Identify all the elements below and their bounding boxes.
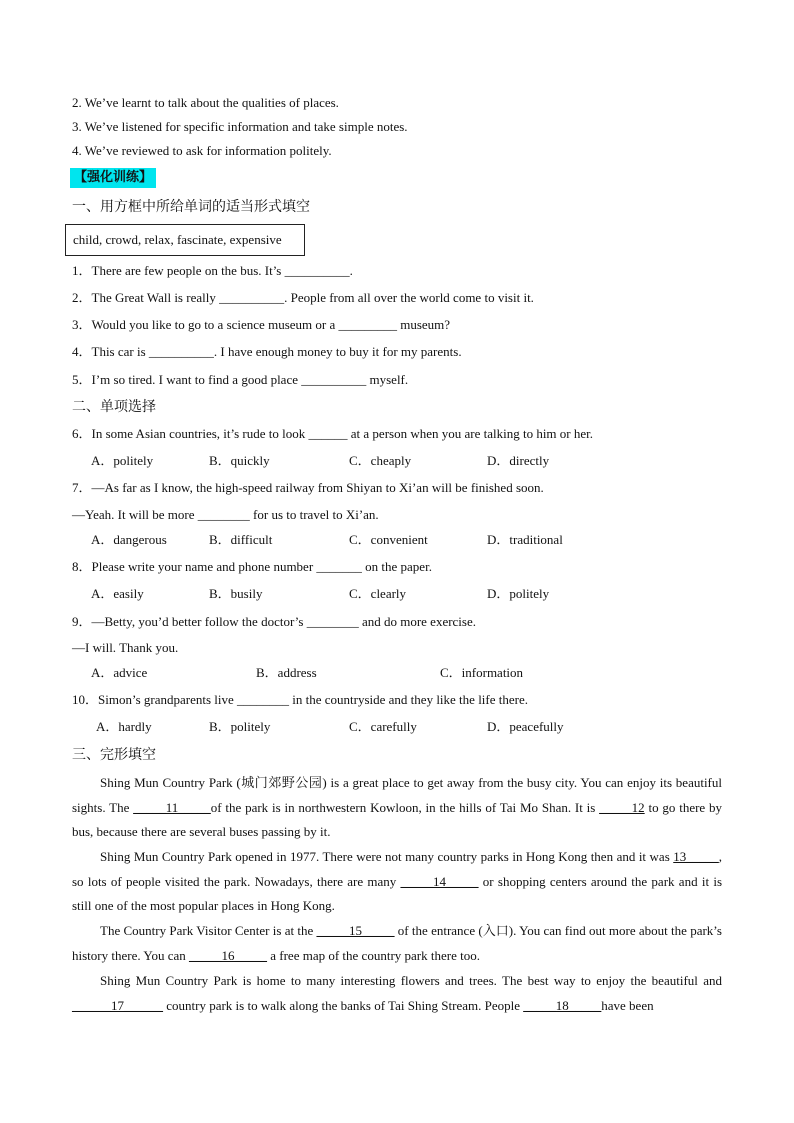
mc-question-8: 8．Please write your name and phone number _______ on the paper. [72, 559, 432, 574]
answer-blank: __________ [148, 344, 214, 359]
answer-blank: __________ [219, 290, 285, 305]
cloze-paragraph-2: Shing Mun Country Park opened in 1977. There were not many country parks in Hong Kong then and it was 13_____, so lots of people visited the park. Nowadays, there are many _____14_____ or shopping centers around the park and it is still one of the most popular places in Hong Kong. [72, 849, 722, 913]
answer-blank: ______ [308, 426, 348, 441]
q6-option-b: B．quickly [209, 453, 270, 468]
q6-option-d: D．directly [487, 453, 550, 468]
mc-question-9: 9．—Betty, you’d better follow the doctor’s ________ and do more exercise. [72, 614, 476, 629]
section-tag: 【强化训练】 [70, 168, 156, 188]
q9-response: —I will. Thank you. [72, 640, 179, 655]
cloze-blank-16: _____16_____ [189, 947, 267, 963]
answer-blank: __________ [284, 263, 350, 278]
q7-option-b: B．difficult [209, 532, 273, 547]
fill-question-5: 5．I’m so tired. I want to find a good place __________ myself. [72, 372, 409, 387]
fill-question-2: 2．The Great Wall is really __________. People from all over the world come to visit it. [72, 290, 534, 305]
answer-blank: __________ [301, 372, 367, 387]
fill-question-4: 4．This car is __________. I have enough money to buy it for my parents. [72, 344, 462, 359]
q9-option-b: B．address [256, 665, 317, 680]
q10-option-b: B．politely [209, 719, 271, 734]
mc-question-6: 6．In some Asian countries, it’s rude to look ______ at a person when you are talking to him or her. [72, 426, 594, 441]
q10-option-d: D．peacefully [487, 719, 564, 734]
cloze-blank-17: ______17______ [72, 997, 163, 1013]
fill-question-1: 1．There are few people on the bus. It’s __________. [72, 263, 353, 278]
q9-option-a: A．advice [91, 665, 148, 680]
summary-line-4: 4. We’ve reviewed to ask for information politely. [72, 143, 332, 158]
q10-option-a: A．hardly [96, 719, 152, 734]
answer-blank: ________ [197, 507, 250, 522]
section3-heading: 三、完形填空 [72, 747, 156, 763]
answer-blank: ________ [306, 614, 359, 629]
q7-option-d: D．traditional [487, 532, 563, 547]
q6-option-a: A．politely [91, 453, 154, 468]
section2-heading: 二、单项选择 [72, 399, 156, 415]
mc-question-7: 7．—As far as I know, the high-speed railway from Shiyan to Xi’an will be finished soon. [72, 480, 544, 495]
cloze-blank-11: _____11_____ [133, 799, 211, 815]
q6-option-c: C．cheaply [349, 453, 412, 468]
cloze-paragraph-4: Shing Mun Country Park is home to many interesting flowers and trees. The best way to enjoy the beautiful and ______17______ country park is to walk along the banks of Tai Shing Stream. People _____18_____have been [72, 973, 722, 1013]
cloze-paragraph-1: Shing Mun Country Park (城门郊野公园) is a great place to get away from the busy city. You can enjoy its beautiful sights. The _____11_____of the park is in northwestern Kowloon, in the hills of Tai Mo Shan. It is _____12 to go there by bus, because there are several buses passing by it. [72, 775, 722, 839]
section1-heading: 一、用方框中所给单词的适当形式填空 [72, 199, 310, 215]
q8-option-b: B．busily [209, 586, 263, 601]
word-box: child, crowd, relax, fascinate, expensive [65, 224, 305, 256]
summary-line-2: 2. We’ve learnt to talk about the qualities of places. [72, 95, 339, 110]
cloze-blank-15: _____15_____ [316, 923, 395, 938]
q8-option-a: A．easily [91, 586, 144, 601]
q9-option-c: C．information [440, 665, 524, 680]
answer-blank: ________ [237, 692, 290, 707]
cloze-blank-13: 13_____ [673, 849, 719, 864]
q7-option-c: C．convenient [349, 532, 428, 547]
q8-option-d: D．politely [487, 586, 550, 601]
cloze-blank-18: _____18_____ [523, 997, 602, 1013]
q10-option-c: C．carefully [349, 719, 417, 734]
summary-line-3: 3. We’ve listened for specific information and take simple notes. [72, 119, 408, 134]
q7-response: —Yeah. It will be more ________ for us to travel to Xi’an. [72, 507, 379, 522]
mc-question-10: 10．Simon’s grandparents live ________ in the countryside and they like the life there. [72, 692, 528, 707]
cloze-paragraph-3: The Country Park Visitor Center is at the _____15_____ of the entrance (入口). You can find out more about the park’s history there. You can _____16_____ a free map of the country park there too. [72, 923, 722, 963]
fill-question-3: 3．Would you like to go to a science museum or a _________ museum? [72, 317, 451, 332]
cloze-blank-14: _____14_____ [400, 873, 479, 889]
cloze-blank-12: _____12 [599, 799, 645, 815]
answer-blank: _______ [316, 559, 362, 574]
q7-option-a: A．dangerous [91, 532, 167, 547]
q8-option-c: C．clearly [349, 586, 407, 601]
answer-blank: _________ [338, 317, 397, 332]
